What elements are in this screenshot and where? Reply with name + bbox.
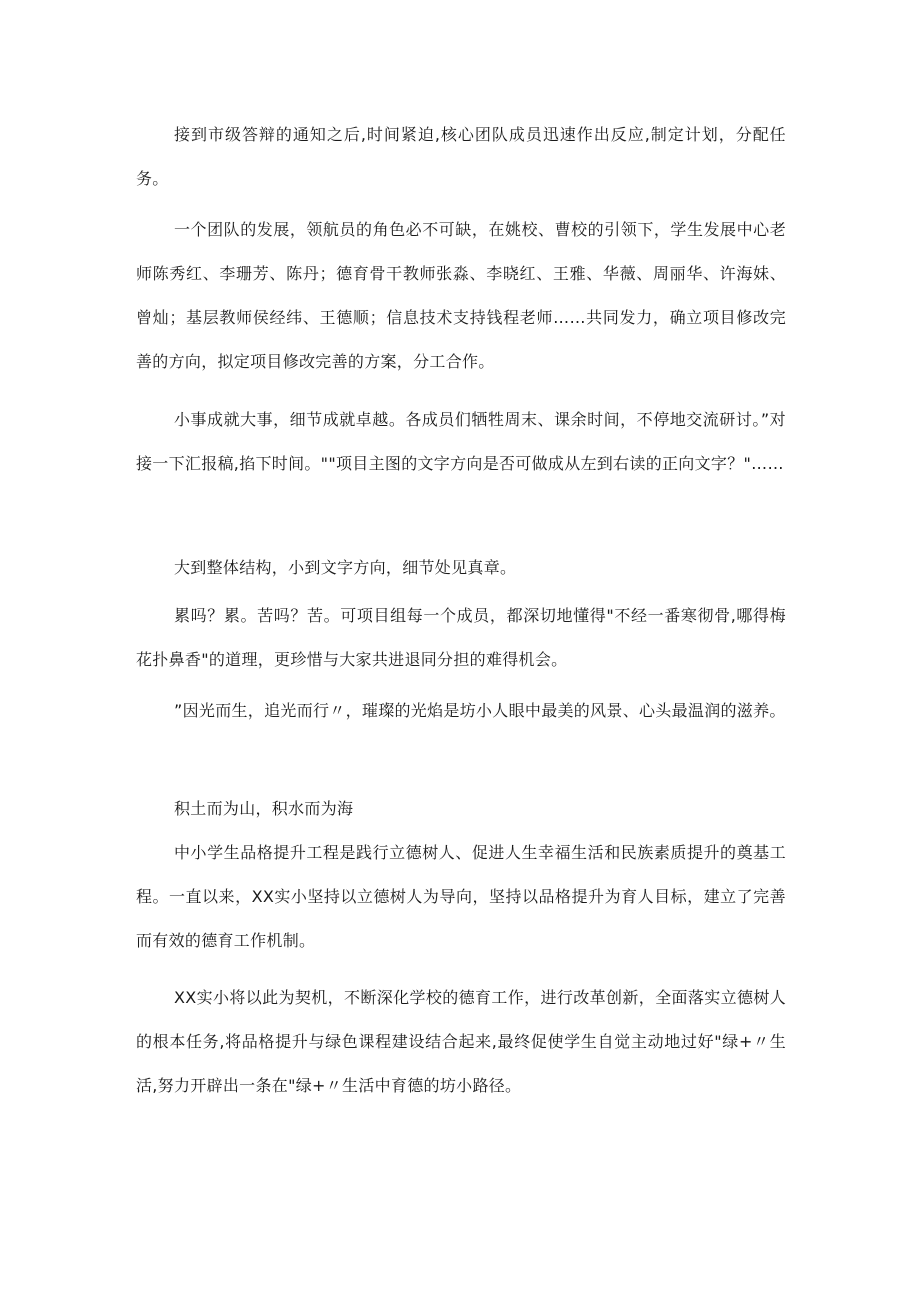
paragraph-light: ”因光而生，追光而行〃，璀璨的光焰是坊小人眼中最美的风景、心头最温润的滋养。 bbox=[174, 701, 786, 720]
paragraph-defense-notice: 接到市级答辩的通知之后,时间紧迫,核心团队成员迅速作出反应,制定计划，分配任务。 bbox=[136, 125, 786, 188]
paragraph-details: 小事成就大事，细节成就卓越。各成员们牺牲周末、课余时间，不停地交流研讨。”对接一下汇报稿,掐下时间。""项目主图的文字方向是否可做成从左到右读的正向文字？"…… bbox=[136, 410, 786, 473]
paragraph-green-life: XX实小将以此为契机，不断深化学校的德育工作，进行改革创新，全面落实立德树人的根本任务,将品格提升与绿色课程建设结合起来,最终促使学生自觉主动地过好"绿+〃生活,努力开辟出一条在"绿+〃生活中育德的坊小路径。 bbox=[136, 988, 786, 1095]
paragraph-hardship: 累吗？累。苦吗？苦。可项目组每一个成员，都深切地懂得"不经一番寒彻骨,哪得梅花扑鼻香"的道理，更珍惜与大家共进退同分担的难得机会。 bbox=[136, 606, 786, 669]
paragraph-structure: 大到整体结构，小到文字方向，细节处见真章。 bbox=[174, 558, 517, 577]
paragraph-team-members: 一个团队的发展，领航员的角色必不可缺，在姚校、曹校的引领下，学生发展中心老师陈秀红、李珊芳、陈丹；德育骨干教师张淼、李晓红、王雅、华薇、周丽华、许海妹、曾灿；基层教师侯经纬、王德顺；信息技术支持钱程老师……共同发力，确立项目修改完善的方向，拟定项目修改完善的方案，分工合作。 bbox=[136, 220, 786, 371]
paragraph-character-project: 中小学生品格提升工程是践行立德树人、促进人生幸福生活和民族素质提升的奠基工程。一直以来，XX实小坚持以立德树人为导向，坚持以品格提升为育人目标，建立了完善而有效的德育工作机制。 bbox=[136, 843, 786, 950]
section-heading: 积土而为山，积水而为海 bbox=[174, 799, 354, 818]
